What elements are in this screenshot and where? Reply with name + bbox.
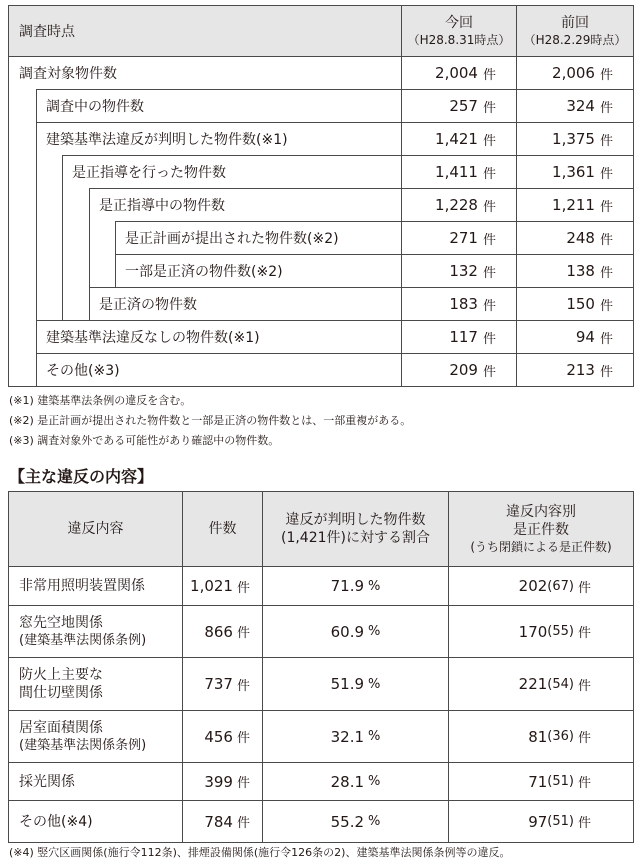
current-label: 今回 [445, 14, 473, 31]
violation-count [182, 566, 262, 605]
closed: (54) [547, 676, 574, 692]
line2: (建築基準法関係条例) [19, 632, 147, 648]
value: 132 [449, 262, 478, 280]
row-current [401, 254, 516, 287]
value: 866 [204, 622, 233, 641]
line1: 防火上主要な [19, 667, 103, 683]
previous-label: 前回 [561, 14, 589, 31]
closed: (67) [547, 578, 574, 594]
value: 456 [204, 727, 233, 746]
value: 1,211 [552, 196, 595, 214]
value: 1,021 [190, 577, 233, 595]
line1: 窓先空地関係 [19, 614, 103, 631]
value: 2,004 [435, 64, 478, 82]
closed: (51) [547, 814, 574, 829]
unit: % [368, 729, 381, 744]
violation-fixed [448, 657, 633, 710]
current-date: （H28.8.31時点） [407, 32, 511, 47]
header-fixed [448, 492, 633, 566]
note-1: (※1) 建築基準法条例の違反を含む。 [9, 394, 192, 407]
violation-ratio [262, 566, 448, 605]
value: 213 [566, 361, 595, 379]
unit: 件 [482, 331, 496, 347]
row-label [36, 89, 401, 122]
row-label: 建築基準法違反なしの物件数(※1) [36, 320, 401, 353]
row-label: 一部是正済の物件数(※2) [115, 254, 401, 287]
row-label: 是正済の物件数 [89, 287, 401, 320]
unit: 件 [599, 100, 613, 116]
value: 32.1 [330, 727, 365, 746]
value: 150 [566, 295, 595, 313]
text: (うち閉鎖による是正件数) [470, 539, 612, 554]
unit: 件 [599, 166, 613, 182]
value: 737 [204, 675, 233, 693]
value: 209 [449, 361, 478, 379]
text: 違反内容 [67, 521, 124, 537]
row-previous [516, 320, 633, 353]
line1: 採光関係 [19, 773, 75, 790]
row-current [401, 353, 516, 386]
violation-label [9, 605, 182, 657]
violation-count [182, 710, 262, 762]
text: 是正件数 [513, 521, 569, 538]
survey-header-label: 調査時点 [9, 6, 401, 56]
unit: 件 [577, 776, 591, 791]
unit: % [368, 814, 381, 829]
value: 28.1 [330, 772, 365, 791]
unit: 件 [599, 265, 613, 281]
unit: 件 [482, 67, 496, 83]
indent-line [89, 188, 90, 320]
line1: 非常用照明装置関係 [19, 578, 145, 594]
value: 1,421 [435, 130, 478, 148]
row-current [401, 89, 516, 122]
row-label: その他(※3) [36, 353, 401, 386]
row-previous [516, 155, 633, 188]
violation-label [9, 657, 182, 710]
note-4: (※4) 竪穴区画関係(施行令112条)、排煙設備関係(施行令126条の2)、建築基準法関係条例等の違反。 [9, 846, 511, 859]
row-current [401, 287, 516, 320]
row-previous [516, 353, 633, 386]
value: 1,411 [435, 163, 478, 181]
row-label: 建築基準法違反が判明した物件数(※1) [36, 122, 401, 155]
violation-ratio [262, 800, 448, 842]
unit: 件 [482, 199, 496, 215]
row-previous [516, 89, 633, 122]
unit: % [368, 774, 381, 789]
row-previous [516, 287, 633, 320]
header-ratio [262, 492, 448, 566]
indent-line [115, 221, 116, 287]
unit: 件 [236, 816, 250, 831]
row-current [401, 155, 516, 188]
unit: 件 [599, 331, 613, 347]
value: 399 [204, 772, 233, 791]
unit: 件 [599, 199, 613, 215]
row-current [401, 56, 516, 89]
violation-count [182, 657, 262, 710]
line2: (建築基準法関係条例) [19, 737, 147, 753]
violation-fixed [448, 605, 633, 657]
text: 違反内容別 [506, 503, 576, 520]
value: 60.9 [330, 622, 365, 641]
violation-label [9, 762, 182, 800]
violation-ratio [262, 762, 448, 800]
value: 51.9 [330, 675, 365, 693]
value: 138 [566, 262, 595, 280]
unit: 件 [482, 364, 496, 380]
survey-header-previous [516, 6, 633, 56]
note-2: (※2) 是正計画が提出された物件数と一部是正済の物件数とは、一部重複がある。 [9, 414, 412, 427]
unit: 件 [236, 776, 250, 791]
section-title: 【主な違反の内容】 [9, 467, 154, 486]
row-label: 是正計画が提出された物件数(※2) [115, 221, 401, 254]
note-3: (※3) 調査対象外である可能性があり確認中の物件数。 [9, 434, 280, 447]
unit: 件 [577, 816, 591, 831]
row-previous [516, 122, 633, 155]
unit: 件 [599, 133, 613, 149]
value: 71.9 [330, 577, 365, 595]
closed: (51) [547, 774, 574, 789]
violation-ratio [262, 657, 448, 710]
value: 202 [518, 577, 548, 595]
row-current [401, 188, 516, 221]
value: 183 [449, 295, 478, 313]
unit: 件 [236, 731, 250, 746]
value: 94 [575, 328, 595, 346]
line1: 居室面積関係 [19, 719, 103, 736]
value: 221 [518, 675, 548, 693]
violation-label [9, 566, 182, 605]
header-content [9, 492, 182, 566]
unit: 件 [577, 626, 591, 641]
value: 248 [566, 229, 595, 247]
value: 170 [518, 622, 548, 641]
value: 271 [449, 229, 478, 247]
indent-line [36, 89, 37, 386]
line1: その他(※4) [19, 813, 93, 830]
unit: 件 [577, 731, 591, 746]
row-previous [516, 56, 633, 89]
violation-count [182, 800, 262, 842]
text: 調査中の物件数 [46, 99, 144, 115]
violation-fixed [448, 800, 633, 842]
unit: 件 [599, 298, 613, 314]
value: 1,361 [552, 163, 595, 181]
text: (1,421件)に対する割合 [280, 530, 430, 546]
value: 71 [528, 772, 548, 791]
value: 784 [204, 812, 233, 831]
row-label: 調査対象物件数 [9, 56, 401, 89]
text: 件数 [208, 521, 237, 537]
unit: 件 [482, 133, 496, 149]
value: 55.2 [330, 812, 365, 831]
unit: 件 [236, 626, 250, 641]
violations-table [8, 491, 634, 843]
row-previous [516, 221, 633, 254]
row-label: 是正指導中の物件数 [89, 188, 401, 221]
header-count [182, 492, 262, 566]
value: 1,228 [435, 196, 478, 214]
value: 257 [449, 97, 478, 115]
violation-fixed [448, 566, 633, 605]
row-current [401, 221, 516, 254]
violation-count [182, 762, 262, 800]
line2: 間仕切壁関係 [19, 685, 103, 701]
unit: 件 [577, 678, 591, 694]
unit: 件 [482, 166, 496, 182]
violation-ratio [262, 710, 448, 762]
unit: % [368, 578, 381, 594]
value: 81 [528, 727, 548, 746]
value: 97 [528, 812, 548, 831]
violation-label [9, 710, 182, 762]
value: 324 [566, 97, 595, 115]
text: 違反が判明した物件数 [285, 512, 426, 528]
closed: (55) [547, 624, 574, 639]
violation-ratio [262, 605, 448, 657]
unit: 件 [482, 232, 496, 248]
violation-fixed [448, 710, 633, 762]
value: 1,375 [552, 130, 595, 148]
violation-fixed [448, 762, 633, 800]
unit: 件 [482, 265, 496, 281]
unit: 件 [236, 580, 250, 596]
unit: 件 [482, 298, 496, 314]
unit: 件 [577, 580, 591, 596]
closed: (36) [547, 729, 574, 744]
previous-date: （H28.2.29時点） [523, 32, 627, 47]
survey-header-current [401, 6, 516, 56]
survey-table [8, 5, 634, 387]
row-previous [516, 254, 633, 287]
indent-line [62, 155, 63, 320]
unit: 件 [599, 364, 613, 380]
unit: 件 [599, 67, 613, 83]
unit: % [368, 624, 381, 639]
unit: % [368, 676, 381, 692]
violation-count [182, 605, 262, 657]
row-label: 是正指導を行った物件数 [62, 155, 401, 188]
unit: 件 [599, 232, 613, 248]
value: 117 [449, 328, 478, 346]
violation-label [9, 800, 182, 842]
row-previous [516, 188, 633, 221]
unit: 件 [236, 678, 250, 694]
row-current [401, 320, 516, 353]
value: 2,006 [552, 64, 595, 82]
unit: 件 [482, 100, 496, 116]
row-current [401, 122, 516, 155]
